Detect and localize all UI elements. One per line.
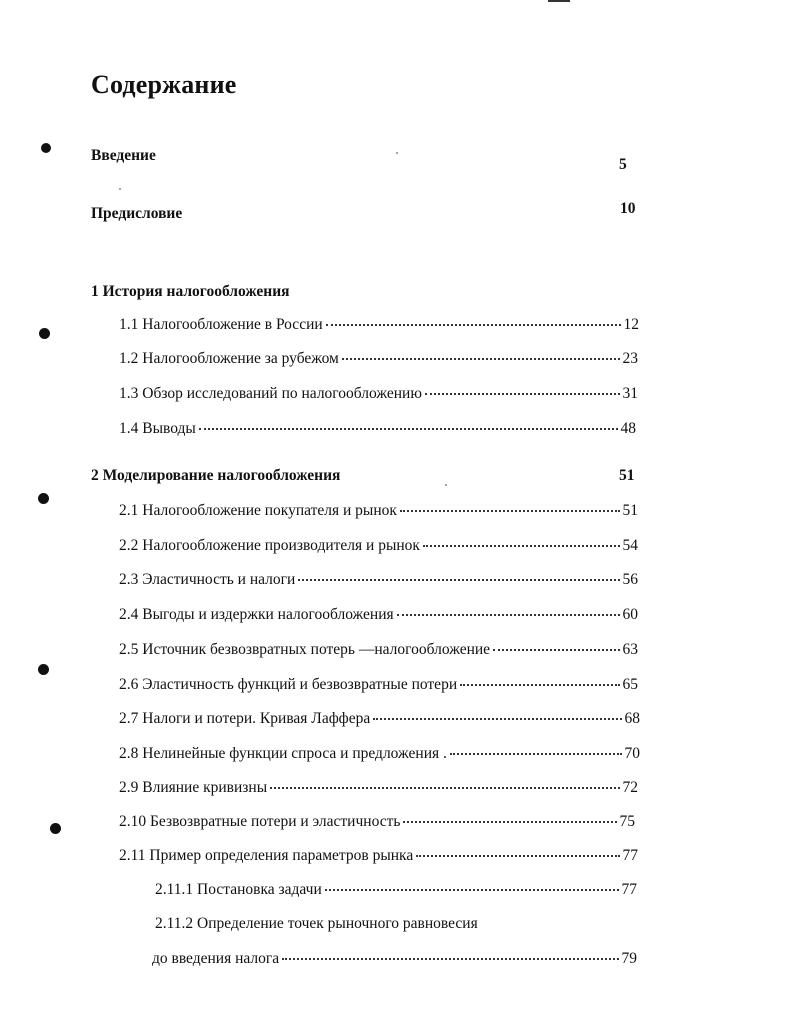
toc-entry-label: 2.3 Эластичность и налоги bbox=[119, 571, 296, 588]
toc-entry-page: 51 bbox=[622, 502, 638, 519]
toc-entry-label: 2.11 Пример определения параметров рынка bbox=[119, 847, 414, 864]
toc-entry-label: 2.5 Источник безвозвратных потерь —налогообложение bbox=[119, 641, 491, 658]
toc-chapter-2-page: 51 bbox=[619, 467, 635, 484]
toc-entry-label: 1.4 Выводы bbox=[119, 420, 196, 437]
toc-entry-label: 2.1 Налогообложение покупателя и рынок bbox=[119, 502, 397, 519]
toc-preface-label: Предисловие bbox=[91, 205, 183, 222]
toc-entry-label: 1.3 Обзор исследований по налогообложению bbox=[119, 385, 422, 402]
punch-hole-mark bbox=[38, 664, 49, 675]
toc-preface-page: 10 bbox=[620, 200, 636, 217]
toc-entry-page: 56 bbox=[622, 571, 638, 588]
page-title: Содержание bbox=[91, 70, 237, 99]
toc-chapter-2-heading: 2 Моделирование налогообложения bbox=[91, 467, 341, 484]
toc-entry bbox=[119, 847, 638, 865]
toc-entry-label: 2.7 Налоги и потери. Кривая Лаффера bbox=[119, 710, 371, 727]
dot-leader bbox=[423, 545, 620, 547]
dot-leader bbox=[325, 889, 619, 891]
dot-leader bbox=[416, 855, 619, 857]
punch-hole-mark bbox=[39, 328, 50, 339]
toc-entry bbox=[119, 420, 636, 438]
toc-entry-page: 68 bbox=[624, 710, 640, 727]
toc-subentry-label: 2.11.2 Определение точек рыночного равновесия bbox=[155, 915, 478, 932]
toc-entry-page: 65 bbox=[622, 676, 638, 693]
dot-leader bbox=[199, 428, 618, 430]
toc-entry bbox=[119, 385, 638, 403]
toc-entry-page: 54 bbox=[622, 537, 638, 554]
toc-entry bbox=[119, 571, 638, 589]
toc-entry bbox=[119, 502, 638, 520]
punch-hole-mark bbox=[41, 143, 51, 153]
dot-leader bbox=[326, 324, 621, 326]
dot-leader bbox=[403, 821, 616, 823]
toc-subentry-continuation bbox=[152, 950, 637, 968]
toc-entry-label: 2.8 Нелинейные функции спроса и предложения . bbox=[119, 745, 447, 762]
toc-entry bbox=[119, 745, 640, 763]
toc-chapter-1-heading: 1 История налогообложения bbox=[91, 283, 290, 300]
toc-entry-page: 70 bbox=[624, 745, 640, 762]
toc-entry-page: 31 bbox=[622, 385, 638, 402]
dot-leader bbox=[282, 958, 618, 960]
toc-entry-page: 72 bbox=[622, 779, 638, 796]
toc-subentry-label: до введения налога bbox=[152, 950, 280, 967]
dot-leader bbox=[298, 579, 619, 581]
toc-entry-label: 2.4 Выгоды и издержки налогообложения bbox=[119, 606, 394, 623]
toc-entry-label: 2.10 Безвозвратные потери и эластичность bbox=[119, 813, 401, 830]
toc-entry bbox=[119, 606, 638, 624]
toc-subentry-page: 79 bbox=[621, 950, 637, 967]
toc-entry-label: 2.2 Налогообложение производителя и рынок bbox=[119, 537, 420, 554]
toc-entry-page: 63 bbox=[622, 641, 638, 658]
scan-speck bbox=[119, 188, 121, 190]
toc-entry bbox=[119, 316, 639, 334]
toc-entry bbox=[119, 350, 638, 368]
toc-entry-label: 1.1 Налогообложение в России bbox=[119, 316, 323, 333]
toc-intro-label: Введение bbox=[91, 147, 156, 164]
toc-entry-page: 60 bbox=[622, 606, 638, 623]
toc-entry-page: 75 bbox=[619, 813, 635, 830]
toc-entry-label: 2.9 Влияние кривизны bbox=[119, 779, 268, 796]
toc-subentry-label: 2.11.1 Постановка задачи bbox=[155, 881, 322, 898]
dot-leader bbox=[397, 614, 620, 616]
punch-hole-mark bbox=[38, 493, 49, 504]
dot-leader bbox=[373, 718, 621, 720]
dot-leader bbox=[450, 753, 622, 755]
dot-leader bbox=[270, 787, 619, 789]
toc-entry-page: 48 bbox=[620, 420, 636, 437]
dot-leader bbox=[460, 684, 619, 686]
toc-entry-page: 23 bbox=[622, 350, 638, 367]
dot-leader bbox=[342, 358, 620, 360]
toc-entry bbox=[119, 676, 638, 694]
dot-leader bbox=[400, 510, 620, 512]
toc-intro-page: 5 bbox=[619, 156, 627, 173]
scan-speck bbox=[445, 484, 447, 486]
punch-hole-mark bbox=[50, 823, 61, 834]
toc-entry-page: 77 bbox=[622, 847, 638, 864]
toc-entry bbox=[119, 537, 638, 555]
toc-entry-label: 1.2 Налогообложение за рубежом bbox=[119, 350, 339, 367]
toc-subentry bbox=[155, 881, 637, 899]
toc-entry bbox=[119, 813, 635, 831]
toc-entry bbox=[119, 710, 640, 728]
toc-entry bbox=[119, 641, 638, 659]
toc-entry bbox=[119, 779, 638, 797]
dot-leader bbox=[425, 393, 620, 395]
scan-speck bbox=[396, 152, 398, 154]
scan-mark bbox=[548, 0, 570, 2]
toc-entry-label: 2.6 Эластичность функций и безвозвратные потери bbox=[119, 676, 458, 693]
dot-leader bbox=[493, 649, 619, 651]
toc-subentry-page: 77 bbox=[621, 881, 637, 898]
toc-entry-page: 12 bbox=[623, 316, 639, 333]
